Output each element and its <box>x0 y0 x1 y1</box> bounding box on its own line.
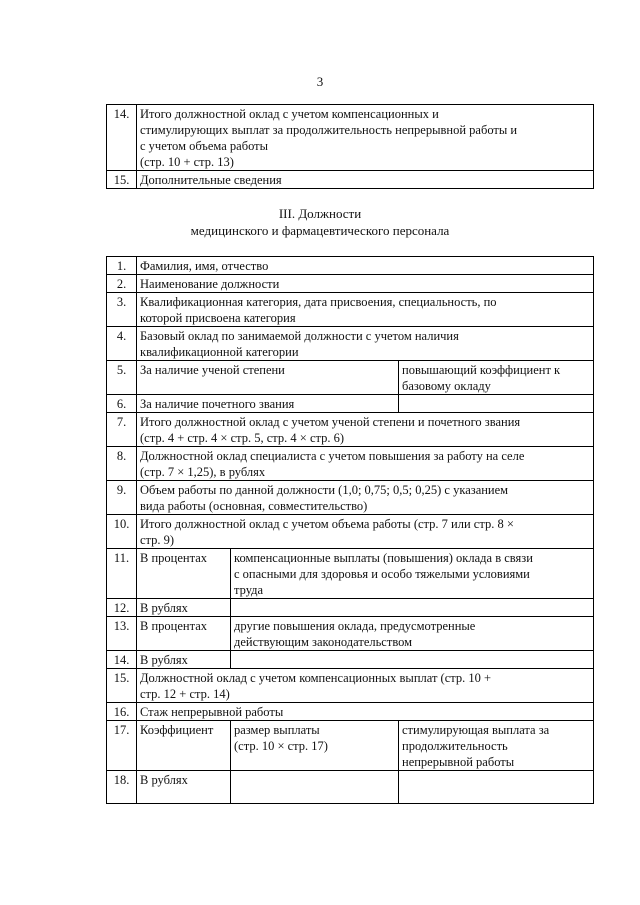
row-number: 11. <box>107 549 137 599</box>
table-row <box>107 257 594 275</box>
table-row <box>107 171 594 189</box>
row-text <box>137 413 594 447</box>
row-number: 10. <box>107 515 137 549</box>
row-number: 17. <box>107 721 137 771</box>
row-number: 15. <box>107 669 137 703</box>
text-line: стимулирующая выплата за <box>402 723 550 737</box>
row-note <box>399 361 594 395</box>
row-label: В процентах <box>137 549 231 599</box>
text-line: вида работы (основная, совместительство) <box>140 499 368 513</box>
table-row <box>107 395 594 413</box>
text-line: стр. 12 + стр. 14) <box>140 687 230 701</box>
row-text: Фамилия, имя, отчество <box>137 257 594 275</box>
section-heading <box>0 205 640 239</box>
table-row <box>107 413 594 447</box>
text-line: другие повышения оклада, предусмотренные <box>234 619 476 633</box>
text-line: (стр. 4 + стр. 4 × стр. 5, стр. 4 × стр. 6) <box>140 431 345 445</box>
row-number: 8. <box>107 447 137 481</box>
text-line: стимулирующих выплат за продолжительность непрерывной работы и <box>140 123 518 137</box>
row-number: 12. <box>107 599 137 617</box>
text-line: (стр. 10 + стр. 13) <box>140 155 234 169</box>
row-number: 9. <box>107 481 137 515</box>
row-text <box>137 171 594 189</box>
table-row <box>107 651 594 669</box>
row-label: В рублях <box>137 771 231 804</box>
text-line: действующим законодательством <box>234 635 413 649</box>
page-number: 3 <box>316 74 324 89</box>
row-number: 5. <box>107 361 137 395</box>
text-line: Должностной оклад специалиста с учетом повышения за работу на селе <box>140 449 525 463</box>
text-line: повышающий коэффициент к <box>402 363 561 377</box>
row-number: 1. <box>107 257 137 275</box>
table-row <box>107 327 594 361</box>
text-line: Итого должностной оклад с учетом объема работы (стр. 7 или стр. 8 × <box>140 517 514 531</box>
row-text: Наименование должности <box>137 275 594 293</box>
section-title: III. Должности <box>278 206 362 221</box>
row-text: За наличие ученой степени <box>137 361 399 395</box>
row-text <box>137 669 594 703</box>
text-line: с опасными для здоровья и особо тяжелыми условиями <box>234 567 530 581</box>
text-line: квалификационной категории <box>140 345 299 359</box>
row-number: 7. <box>107 413 137 447</box>
text-line: (стр. 10 × стр. 17) <box>234 739 328 753</box>
text-line: размер выплаты <box>234 723 320 737</box>
text-line: Должностной оклад с учетом компенсационных выплат (стр. 10 + <box>140 671 492 685</box>
text-line: (стр. 7 × 1,25), в рублях <box>140 465 266 479</box>
text-line: базовому окладу <box>402 379 491 393</box>
table-row <box>107 599 594 617</box>
table-row <box>107 703 594 721</box>
row-number: 13. <box>107 617 137 651</box>
text-line: компенсационные выплаты (повышения) оклада в связи <box>234 551 533 565</box>
row-text <box>137 515 594 549</box>
totals-table <box>106 104 594 189</box>
table-row <box>107 361 594 395</box>
table-row <box>107 669 594 703</box>
row-note <box>399 721 594 771</box>
empty-cell <box>399 395 594 413</box>
row-label: В рублях <box>137 599 231 617</box>
empty-cell <box>399 771 594 804</box>
row-number: 14. <box>107 651 137 669</box>
row-text <box>137 293 594 327</box>
table-row <box>107 275 594 293</box>
text-line: Итого должностной оклад с учетом компенсационных и <box>140 107 439 121</box>
table-row <box>107 549 594 599</box>
text-line: непрерывной работы <box>402 755 515 769</box>
row-number: 4. <box>107 327 137 361</box>
row-number: 14. <box>107 105 137 171</box>
text-line: стр. 9) <box>140 533 175 547</box>
text-line: Дополнительные сведения <box>140 173 282 187</box>
row-number: 6. <box>107 395 137 413</box>
text-line: труда <box>234 583 264 597</box>
row-text <box>231 721 399 771</box>
table-row <box>107 721 594 771</box>
row-text <box>231 617 594 651</box>
row-number: 2. <box>107 275 137 293</box>
section-subtitle: медицинского и фармацевтического персонала <box>190 223 450 238</box>
row-text <box>137 447 594 481</box>
row-text <box>137 327 594 361</box>
table-row <box>107 617 594 651</box>
text-line: Итого должностной оклад с учетом ученой степени и почетного звания <box>140 415 521 429</box>
row-number: 18. <box>107 771 137 804</box>
text-line: Квалификационная категория, дата присвоения, специальность, по <box>140 295 497 309</box>
personnel-table <box>106 256 594 804</box>
text-line: которой присвоена категория <box>140 311 296 325</box>
row-label: В рублях <box>137 651 231 669</box>
row-text <box>137 481 594 515</box>
row-number: 15. <box>107 171 137 189</box>
row-text: За наличие почетного звания <box>137 395 399 413</box>
empty-cell <box>231 651 594 669</box>
empty-cell <box>231 771 399 804</box>
text-line: с учетом объема работы <box>140 139 269 153</box>
row-label: В процентах <box>137 617 231 651</box>
row-label: Коэффициент <box>137 721 231 771</box>
table-row <box>107 105 594 171</box>
table-row <box>107 771 594 804</box>
table-row <box>107 481 594 515</box>
table-row <box>107 447 594 481</box>
table-row <box>107 515 594 549</box>
empty-cell <box>231 599 594 617</box>
row-text: Стаж непрерывной работы <box>137 703 594 721</box>
text-line: продолжительность <box>402 739 508 753</box>
text-line: Объем работы по данной должности (1,0; 0,75; 0,5; 0,25) с указанием <box>140 483 509 497</box>
row-text <box>231 549 594 599</box>
row-number: 16. <box>107 703 137 721</box>
row-text <box>137 105 594 171</box>
text-line: Базовый оклад по занимаемой должности с учетом наличия <box>140 329 459 343</box>
table-row <box>107 293 594 327</box>
row-number: 3. <box>107 293 137 327</box>
